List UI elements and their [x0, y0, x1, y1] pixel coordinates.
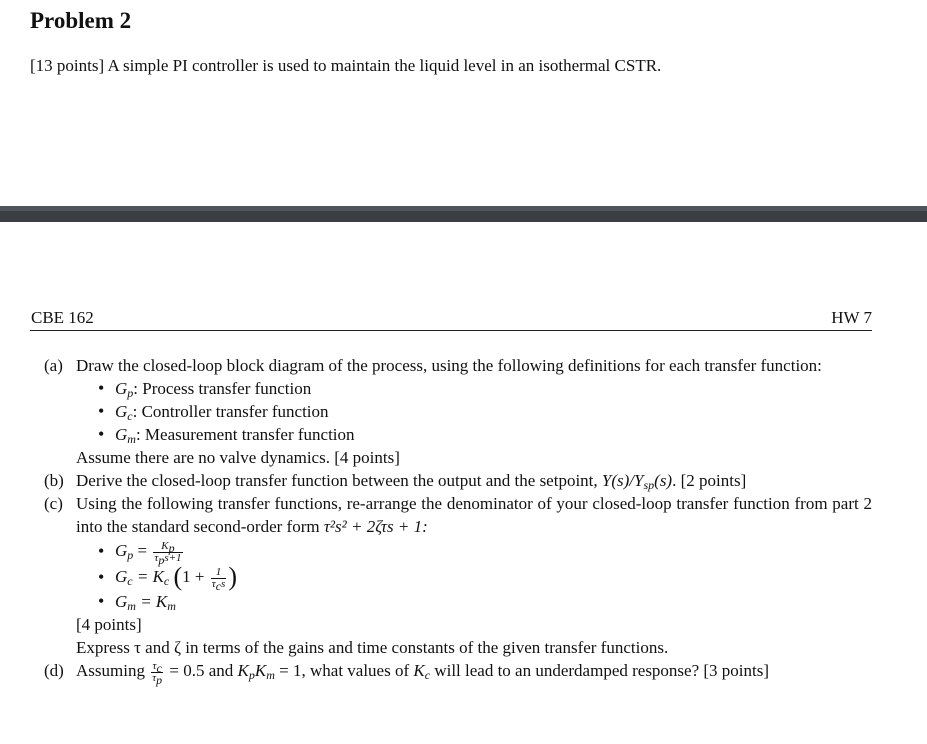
part-d-label: (d) — [44, 661, 64, 680]
definition-item: • $G_m$: Measurement transfer function — [98, 423, 872, 446]
course-code: CBE 162 — [31, 308, 94, 327]
part-a-label: (a) — [44, 356, 63, 375]
gp-fraction: $\frac{K_p}{\tau_ps+1}$ — [154, 539, 182, 567]
gp-equation: • $G_p$ = $\frac{K_p}{\tau_ps+1}$ — [98, 538, 872, 564]
part-b-label: (b) — [44, 471, 64, 490]
page-header — [30, 308, 872, 331]
gc-fraction: $\frac{1}{\tau_cs}$ — [211, 565, 226, 593]
part-b-text: Derive the closed-loop transfer function between the output and the setpoint, — [76, 471, 602, 490]
part-c-express: Express τ and ζ in terms of the gains and time constants of the given transfer functions. — [76, 638, 669, 657]
time-constant-ratio: $\frac{\tau_c}{\tau_p}$ — [152, 659, 163, 687]
definition-item: • $G_p$: Process transfer function — [98, 377, 872, 400]
part-a — [44, 354, 872, 469]
problem-intro: [13 points] A simple PI controller is used to maintain the liquid level in an isothermal CSTR. — [30, 56, 662, 75]
part-a-definitions — [76, 377, 872, 446]
homework-number: HW 7 — [831, 308, 872, 327]
gm-equation: • $G_m = K_m$ — [98, 590, 872, 613]
problem-title: Problem 2 — [30, 8, 132, 33]
part-d-question: will lead to an underdamped response? [3 points] — [430, 661, 770, 680]
second-order-form: τ²s² + 2ζτs + 1: — [323, 517, 428, 536]
part-a-footer: Assume there are no valve dynamics. [4 points] — [76, 448, 400, 467]
part-c-transfer-functions — [76, 538, 872, 613]
part-b-expression: Y(s)/Y — [601, 471, 644, 490]
part-c-label: (c) — [44, 494, 63, 513]
problem-parts — [44, 354, 872, 687]
part-c-points: [4 points] — [76, 615, 142, 634]
page-break-bar — [0, 206, 927, 222]
part-a-text: Draw the closed-loop block diagram of the process, using the following definitions for each transfer function: — [76, 356, 822, 375]
gc-equation: • $G_c = K_c$ (1 + $\frac{1}{\tau_cs}$ ) — [98, 564, 872, 590]
part-c — [44, 492, 872, 659]
part-c-text: Using the following transfer functions, re-arrange the denominator of your closed-loop transfer function from part 2 into the standard second-order form — [76, 494, 872, 536]
part-d: (d) Assuming $\frac{\tau_c}{\tau_p}$ = 0.5 and $K_pK_m = 1$, what values of $K_c$ will lead to an underdamped response? [3 points] — [44, 659, 770, 687]
definition-item: • $G_c$: Controller transfer function — [98, 400, 872, 423]
part-b: (b) Derive the closed-loop transfer function between the output and the setpoint, $Y(s)/Y_{sp}(s)$. [2 points] — [44, 471, 747, 492]
